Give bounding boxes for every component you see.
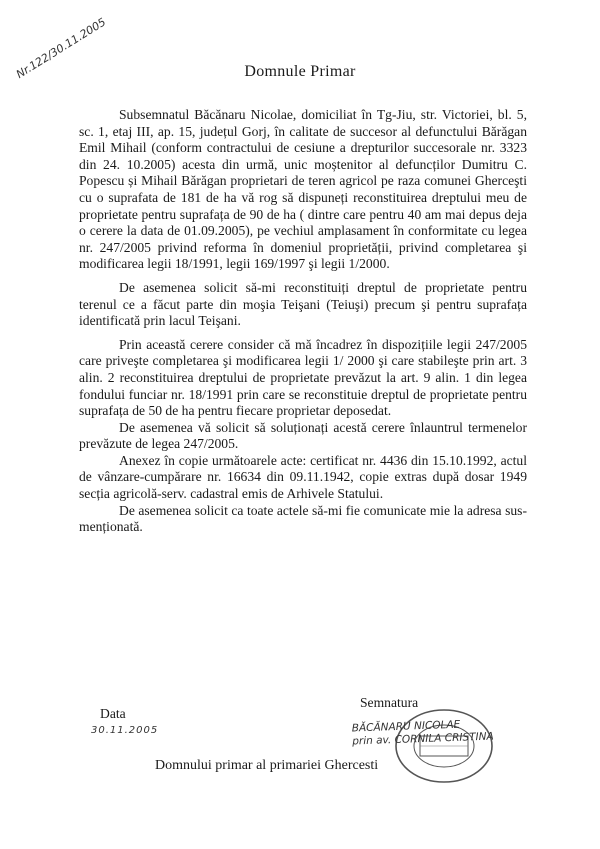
paragraph-communication	[79, 503, 527, 536]
letter-body	[79, 107, 527, 536]
paragraph-teisani	[79, 280, 527, 330]
date-label: Data	[100, 706, 126, 721]
paragraph-deadline	[79, 420, 527, 453]
handwritten-registration-number: Nr.122/30.11.2005	[14, 15, 109, 82]
closing-address: Domnului primar al primariei Ghercesti	[155, 758, 379, 773]
paragraph-teisani-text: De asemenea solicit să-mi reconstituiți dreptul de proprietate pentru terenul ce a făcut parte din moşia Teişani (Teiuşi) precum şi pentru suprafața identificată prin lacul Teişani.	[79, 279, 527, 329]
paragraph-legal-basis-text: Prin această cerere consider că mă încadrez în dispozițiile legii 247/2005 care priveşte completarea şi modificarea legii 1/ 2000 şi care stabileşte prin art. 3 alin. 2 reconstituirea dreptului de proprietate prevăzut la art. 9 alin. 1 din legea fondului funciar nr. 18/1991 prin care se reconstituie dreptul de proprietate pentru suprafața de 50 de ha pentru fiecare proprietar deposedat.	[79, 336, 527, 419]
paragraph-deadline-text: De asemenea vă solicit să soluționați acestă cerere înlauntrul termenelor prevăzute de legea 247/2005.	[79, 419, 527, 452]
paragraph-annexes	[79, 453, 527, 503]
paragraph-request-text: Subsemnatul Băcănaru Nicolae, domiciliat în Tg-Jiu, str. Victoriei, bl. 5, sc. 1, etaj III, ap. 15, județul Gorj, în calitate de succesor al defunctului Bărăgan Emil Mihail (conform contractului de cesiune a drepturilor succesorale nr. 3323 din 24. 10.2005) acesta din urmă, unic moștenitor al defuncților Dumitru C. Popescu și Mihail Bărăgan proprietari de teren agricol pe raza comunei Gherceşti cu o suprafata de 181 de ha vă rog să dispuneți reconstituirea dreptului meu de proprietate pentru suprafața de 90 de ha ( dintre care pentru 40 am mai depus deja o cerere la data de 01.09.2005), pe vechiul amplasament în conformitate cu legea nr. 247/2005 privind reforma în domeniul proprietății, privind completarea şi modificarea legii 18/1991, legii 169/1997 şi legii 1/2000.	[79, 107, 527, 272]
paragraph-request	[79, 107, 527, 273]
signature-label: Semnatura	[360, 695, 419, 710]
page-title: Domnule Primar	[244, 63, 356, 80]
signature-line-1: BĂCĂNARU NICOLAE	[351, 718, 461, 735]
paragraph-annexes-text: Anexez în copie următoarele acte: certificat nr. 4436 din 15.10.1992, actul de vânzare-cumpărare nr. 16634 din 09.11.1942, copie extras după dosar 1949 secția agricolă-serv. cadastral emis de Arhivele Statului.	[79, 452, 527, 502]
paragraph-communication-text: De asemenea solicit ca toate actele să-mi fie comunicate mie la adresa sus-menționată.	[79, 502, 527, 535]
handwritten-date: 30.11.2005	[91, 725, 159, 736]
paragraph-legal-basis	[79, 337, 527, 420]
handwritten-signature	[352, 718, 494, 749]
signature-line-2: prin av. CORNILA CRISTINA	[352, 730, 494, 748]
